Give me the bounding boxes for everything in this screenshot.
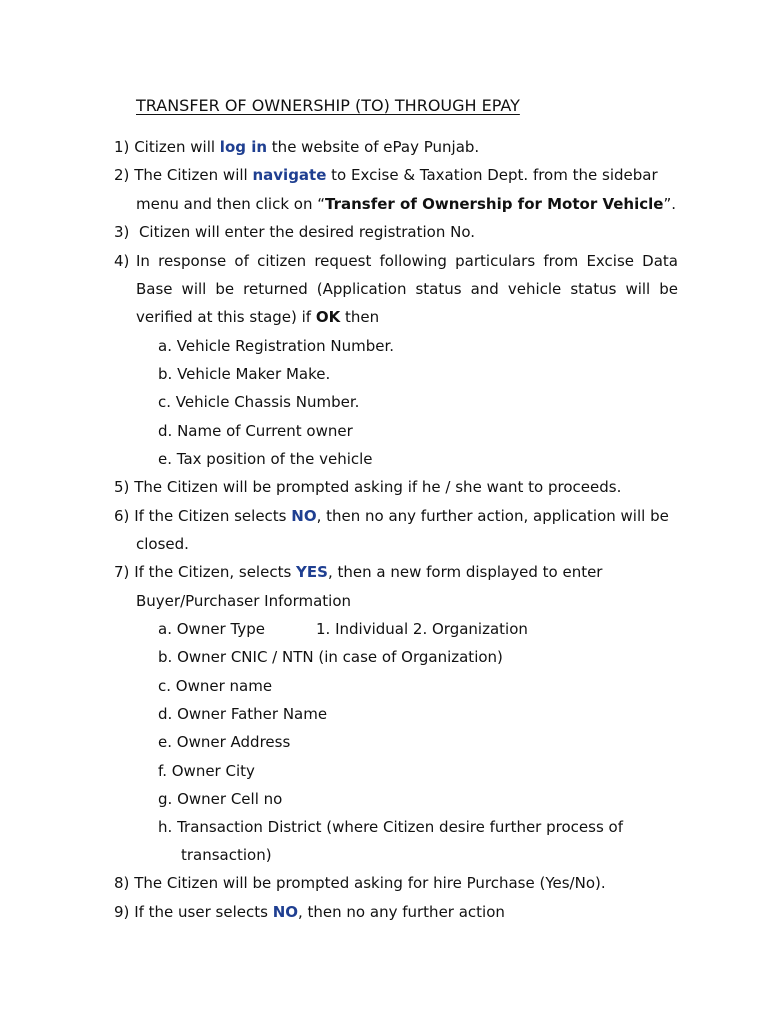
step-text-post: the website of ePay Punjab.	[267, 138, 480, 156]
step-text-post: , then no any further action	[298, 903, 505, 921]
step-9	[114, 902, 505, 922]
step-4-item-e	[158, 449, 373, 469]
step-7-continuation: Buyer/Purchaser Information	[136, 592, 352, 610]
step-text-post: to Excise & Taxation Dept. from the sidebar	[326, 166, 658, 184]
keyword-no: NO	[272, 903, 298, 921]
step-3	[114, 222, 475, 242]
step-7-item-b	[158, 647, 503, 667]
keyword-no: NO	[291, 507, 317, 525]
item-text: Tax position of the vehicle	[176, 450, 373, 468]
step-7-item-g	[158, 789, 282, 809]
step-7-item-d	[158, 704, 327, 724]
item-text: Owner City	[171, 762, 255, 780]
step-text-pre: If the Citizen selects	[134, 507, 292, 525]
step-4-item-a	[158, 336, 394, 356]
item-text: Owner name	[175, 677, 273, 695]
item-text: Transaction District (where Citizen desire further process of	[177, 818, 623, 836]
step-number: 6)	[114, 507, 130, 525]
document-title: TRANSFER OF OWNERSHIP (TO) THROUGH EPAY	[136, 96, 520, 115]
item-letter: h.	[158, 818, 173, 836]
step-text-pre: menu and then click on “	[136, 195, 326, 213]
step-2-continuation	[136, 194, 676, 214]
item-text: Vehicle Registration Number.	[176, 337, 395, 355]
step-number: 2)	[114, 166, 130, 184]
step-text-post: ”.	[663, 195, 676, 213]
step-7-item-h	[158, 817, 678, 837]
step-number: 5)	[114, 478, 130, 496]
item-letter: c.	[158, 677, 172, 695]
step-text-post: , then a new form displayed to enter	[327, 563, 603, 581]
item-text: Name of Current owner	[177, 422, 353, 440]
step-4	[114, 251, 129, 271]
step-4-line-3	[136, 307, 379, 327]
step-number: 4)	[114, 252, 130, 270]
item-text: Owner Cell no	[177, 790, 283, 808]
step-7-item-f	[158, 761, 255, 781]
keyword-navigate: navigate	[252, 166, 327, 184]
step-6	[114, 506, 669, 526]
step-4-line-2: Base will be returned (Application status and vehicle status will be	[136, 280, 678, 298]
menu-item-transfer-ownership: Transfer of Ownership for Motor Vehicle	[325, 195, 664, 213]
step-7-item-h-continuation: transaction)	[181, 846, 272, 864]
step-text-pre: The Citizen will	[134, 166, 253, 184]
step-number: 3)	[114, 223, 130, 241]
step-text-pre: If the Citizen, selects	[134, 563, 297, 581]
item-letter: a.	[158, 337, 172, 355]
item-letter: d.	[158, 422, 173, 440]
item-letter: c.	[158, 393, 172, 411]
item-letter: e.	[158, 450, 172, 468]
step-6-continuation: closed.	[136, 535, 189, 553]
item-letter: d.	[158, 705, 173, 723]
keyword-log-in: log in	[219, 138, 268, 156]
step-4-item-d	[158, 421, 353, 441]
keyword-yes: YES	[296, 563, 328, 581]
step-text-post: then	[340, 308, 380, 326]
step-text: The Citizen will be prompted asking for hire Purchase (Yes/No).	[134, 874, 606, 892]
step-7-item-c	[158, 676, 272, 696]
step-text: The Citizen will be prompted asking if he / she want to proceeds.	[134, 478, 622, 496]
item-letter: b.	[158, 365, 173, 383]
step-2	[114, 165, 678, 185]
step-number: 7)	[114, 563, 130, 581]
step-text-pre: Citizen will	[134, 138, 220, 156]
step-4-item-b	[158, 364, 330, 384]
step-text-pre: verified at this stage) if	[136, 308, 316, 326]
step-number: 1)	[114, 138, 130, 156]
item-letter: g.	[158, 790, 173, 808]
step-7-item-a	[158, 619, 265, 639]
step-number: 9)	[114, 903, 130, 921]
item-text: Vehicle Chassis Number.	[175, 393, 360, 411]
step-5	[114, 477, 621, 497]
step-text-pre: If the user selects	[134, 903, 273, 921]
step-4-item-c	[158, 392, 359, 412]
item-text: Owner CNIC / NTN (in case of Organization)	[177, 648, 503, 666]
item-letter: a.	[158, 620, 172, 638]
step-8	[114, 873, 606, 893]
step-7	[114, 562, 678, 582]
item-text: Owner Type	[176, 620, 265, 638]
item-letter: f.	[158, 762, 167, 780]
step-text-post: , then no any further action, application will be	[316, 507, 669, 525]
keyword-ok: OK	[315, 308, 341, 326]
item-text: Owner Father Name	[177, 705, 328, 723]
step-4-line-1: In response of citizen request following particulars from Excise Data	[136, 252, 678, 270]
item-letter: e.	[158, 733, 172, 751]
step-text: Citizen will enter the desired registration No.	[134, 223, 476, 241]
step-7-item-e	[158, 732, 290, 752]
step-1	[114, 137, 479, 157]
step-number: 8)	[114, 874, 130, 892]
item-letter: b.	[158, 648, 173, 666]
item-text: Owner Address	[176, 733, 291, 751]
owner-type-options: 1. Individual 2. Organization	[316, 620, 528, 638]
item-text: Vehicle Maker Make.	[177, 365, 331, 383]
